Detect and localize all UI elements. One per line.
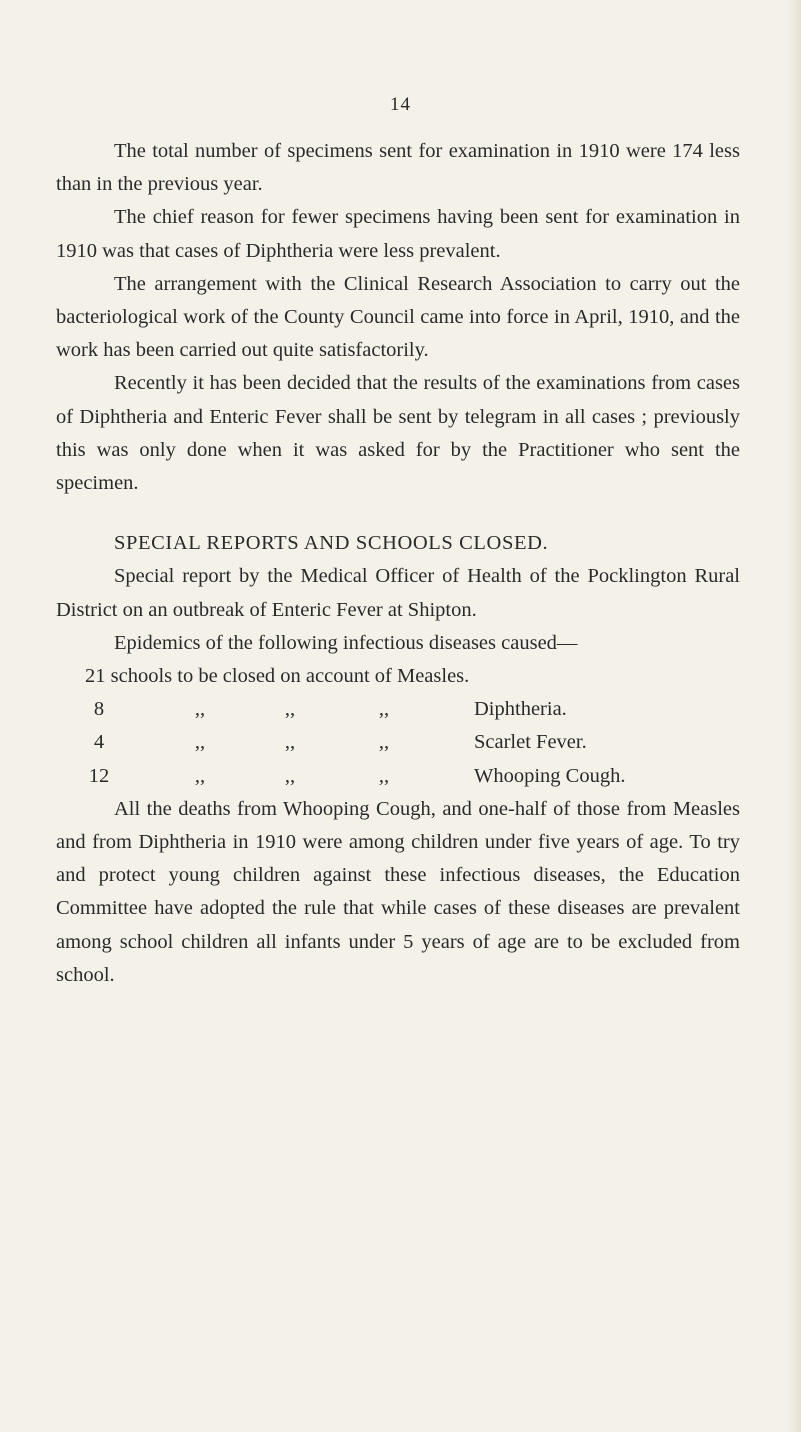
paragraph-clinical-research: The arrangement with the Clinical Research Association to carry out the bacteriological work of the County Council came into force in April, 1910, and the work has been carried out quite satisfactorily.	[56, 272, 740, 362]
closure-count: 4	[93, 731, 105, 754]
school-closures-list	[56, 660, 740, 793]
ditto-mark: ,,	[194, 731, 206, 754]
paragraph-deaths-under-five: All the deaths from Whooping Cough, and one-half of those from Measles and from Diphtheria in 1910 were among children under five years of age. To try and protect young children against these infectious diseases, the Education Committee have adopted the rule that while cases of these diseases are prevalent among school children all infants under 5 years of age are to be excluded from school.	[56, 797, 740, 986]
closure-count: 12	[88, 764, 110, 787]
paragraph-special-report: Special report by the Medical Officer of Health of the Pocklington Rural District on an outbreak of Enteric Fever at Shipton.	[56, 565, 740, 621]
page-body	[56, 135, 740, 992]
paragraph-telegram-results: Recently it has been decided that the results of the examinations from cases of Diphtheria and Enteric Fever shall be sent by telegram in all cases ; previously this was only done when it was asked for by the Practitioner who sent the specimen.	[56, 372, 740, 495]
paragraph-specimen-total: The total number of specimens sent for examination in 1910 were 174 less than in the previous year.	[56, 140, 740, 196]
ditto-mark: ,,	[378, 731, 390, 754]
closure-row	[56, 726, 740, 759]
closure-disease: Whooping Cough.	[474, 764, 626, 787]
ditto-mark: ,,	[378, 698, 390, 721]
closure-row	[56, 760, 740, 793]
ditto-mark: ,,	[194, 698, 206, 721]
paragraph-specimen-reason: The chief reason for fewer specimens having been sent for examination in 1910 was that cases of Diphtheria were less prevalent.	[56, 206, 740, 262]
ditto-mark: ,,	[194, 764, 206, 787]
ditto-mark: ,,	[284, 731, 296, 754]
ditto-mark: ,,	[284, 764, 296, 787]
section-heading: SPECIAL REPORTS AND SCHOOLS CLOSED.	[114, 532, 549, 555]
closure-first-line: 21 schools to be closed on account of Measles.	[85, 665, 470, 688]
page-number: 14	[390, 94, 411, 115]
closure-disease: Diphtheria.	[474, 698, 567, 721]
closure-disease: Scarlet Fever.	[474, 731, 587, 754]
closure-row-measles	[56, 660, 740, 693]
closure-count: 8	[93, 698, 105, 721]
paragraph-epidemics-intro: Epidemics of the following infectious diseases caused—	[114, 631, 578, 654]
page-edge-shadow	[787, 0, 801, 1432]
closure-row	[56, 693, 740, 726]
ditto-mark: ,,	[284, 698, 296, 721]
ditto-mark: ,,	[378, 764, 390, 787]
